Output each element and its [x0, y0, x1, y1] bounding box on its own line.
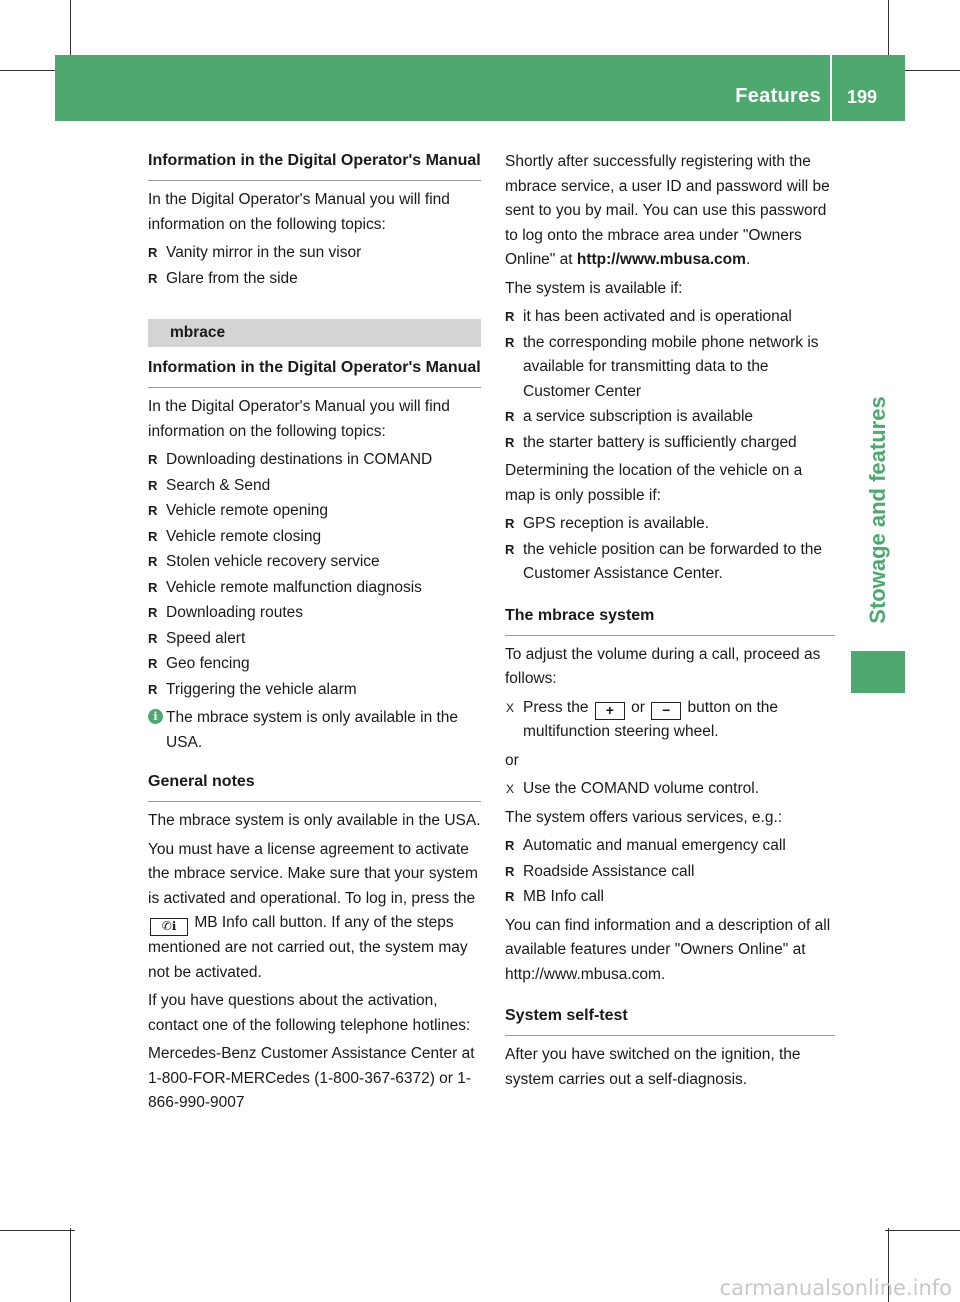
info-icon: i: [148, 709, 163, 724]
crop-mark: [70, 1228, 71, 1302]
paragraph: The system offers various services, e.g.:: [505, 808, 783, 826]
paragraph: In the Digital Operator's Manual you will find information on the following topics:: [148, 398, 450, 440]
paragraph: You can find information and a description of all available features under "Owners Online" at http://www.mbusa.com.: [505, 916, 831, 983]
availability-list: [505, 305, 835, 455]
mbusa-link[interactable]: http://www.mbusa.com: [576, 251, 746, 268]
heading-general-notes: General notes: [148, 771, 481, 802]
side-tab-marker: [851, 651, 905, 693]
list-item: R Downloading destinations in COMAND: [148, 448, 481, 473]
list-item: R Stolen vehicle recovery service: [148, 550, 481, 575]
paragraph: To adjust the volume during a call, proceed as follows:: [505, 645, 821, 687]
header-divider: [830, 55, 832, 121]
step-arrow-icon: X: [506, 700, 515, 715]
topic-list: [148, 241, 481, 291]
section-bar-mbrace: mbrace: [148, 319, 481, 347]
list-item: R Geo fencing: [148, 652, 481, 677]
heading-digital-manual-2: Information in the Digital Operator's Manual: [148, 357, 481, 388]
bullet-icon: R: [148, 605, 158, 620]
heading-system-self-test: System self-test: [505, 1005, 835, 1036]
bullet-icon: R: [148, 452, 158, 467]
bullet-icon: R: [505, 889, 515, 904]
bullet-icon: R: [505, 838, 515, 853]
bullet-icon: R: [505, 334, 515, 350]
list-item: R Triggering the vehicle alarm: [148, 678, 481, 703]
bullet-icon: R: [505, 309, 515, 324]
list-item: R Search & Send: [148, 474, 481, 499]
page-header: [55, 55, 905, 121]
list-item: R the vehicle position can be forwarded to the Customer Assistance Center.: [505, 538, 835, 587]
list-item: R Vanity mirror in the sun visor: [148, 241, 481, 266]
list-item: R Vehicle remote malfunction diagnosis: [148, 576, 481, 601]
list-item: R GPS reception is available.: [505, 512, 835, 537]
left-column: [148, 150, 481, 1120]
crop-mark: [0, 1230, 75, 1231]
info-note: i The mbrace system is only available in the USA.: [148, 706, 481, 755]
paragraph: In the Digital Operator's Manual you will find information on the following topics:: [148, 191, 450, 233]
paragraph: Mercedes-Benz Customer Assistance Center at 1-800-FOR-MERCedes (1-800-367-6372) or 1-866-990-9007: [148, 1045, 475, 1111]
topic-list-2: [148, 448, 481, 702]
list-item: R Downloading routes: [148, 601, 481, 626]
bullet-icon: R: [148, 554, 158, 569]
paragraph: The mbrace system is only available in the USA.: [148, 812, 481, 829]
bullet-icon: R: [148, 245, 158, 260]
list-item: R Automatic and manual emergency call: [505, 834, 835, 859]
step: X Press the + or − button on the multifunction steering wheel.: [505, 696, 835, 745]
list-item: R the corresponding mobile phone network is available for transmitting data to the Customer Center: [505, 331, 835, 405]
list-item: R MB Info call: [505, 885, 835, 910]
bullet-icon: R: [148, 579, 158, 595]
bullet-icon: R: [148, 681, 158, 697]
list-item: R a service subscription is available: [505, 405, 835, 430]
paragraph: After you have switched on the ignition, the system carries out a self-diagnosis.: [505, 1046, 801, 1088]
minus-key-icon: −: [651, 702, 681, 720]
paragraph: If you have questions about the activation, contact one of the following telephone hotlines:: [148, 992, 471, 1034]
crop-mark: [885, 1230, 960, 1231]
services-list: [505, 834, 835, 910]
step: X Use the COMAND volume control.: [505, 777, 835, 802]
heading-mbrace-system: The mbrace system: [505, 605, 835, 636]
phone-info-icon: ✆ℹ: [150, 918, 188, 936]
list-item: R Glare from the side: [148, 267, 481, 292]
list-item: R Roadside Assistance call: [505, 860, 835, 885]
paragraph: You must have a license agreement to activate the mbrace service. Make sure that your system is activated and operational. To log in, press the ✆ℹ MB Info call button. If any of the steps mentioned are not carried out, the system may not be activated.: [148, 840, 478, 981]
list-item: R the starter battery is sufficiently charged: [505, 431, 835, 456]
bullet-icon: R: [505, 516, 515, 531]
bullet-icon: R: [148, 528, 158, 544]
bullet-icon: R: [148, 503, 158, 518]
heading-digital-manual: Information in the Digital Operator's Manual: [148, 150, 481, 181]
bullet-icon: R: [148, 630, 158, 646]
header-title: Features: [735, 85, 821, 107]
plus-key-icon: +: [595, 702, 625, 720]
side-tab-label: Stowage and features: [865, 396, 890, 624]
paragraph: Shortly after successfully registering with the mbrace service, a user ID and password will be sent to you by mail. You can use this password to log onto the mbrace area under "Owners Online" at http://www.mbusa.com.: [505, 153, 830, 268]
paragraph: The system is available if:: [505, 279, 683, 297]
bullet-icon: R: [505, 434, 515, 450]
right-column: [505, 150, 835, 1096]
list-item: R Vehicle remote closing: [148, 525, 481, 550]
bullet-icon: R: [148, 270, 158, 286]
paragraph: Determining the location of the vehicle on a map is only possible if:: [505, 462, 803, 504]
list-item: R Vehicle remote opening: [148, 499, 481, 524]
list-item: R Speed alert: [148, 627, 481, 652]
bullet-icon: R: [505, 409, 515, 424]
bullet-icon: R: [148, 477, 158, 493]
bullet-icon: R: [505, 541, 515, 557]
bullet-icon: R: [505, 863, 515, 879]
list-item: R it has been activated and is operational: [505, 305, 835, 330]
paragraph: or: [505, 751, 519, 769]
step-arrow-icon: X: [506, 782, 515, 796]
watermark: carmanualsonline.info: [719, 1276, 952, 1300]
page-number: 199: [846, 87, 877, 107]
bullet-icon: R: [148, 656, 158, 671]
location-list: [505, 512, 835, 587]
